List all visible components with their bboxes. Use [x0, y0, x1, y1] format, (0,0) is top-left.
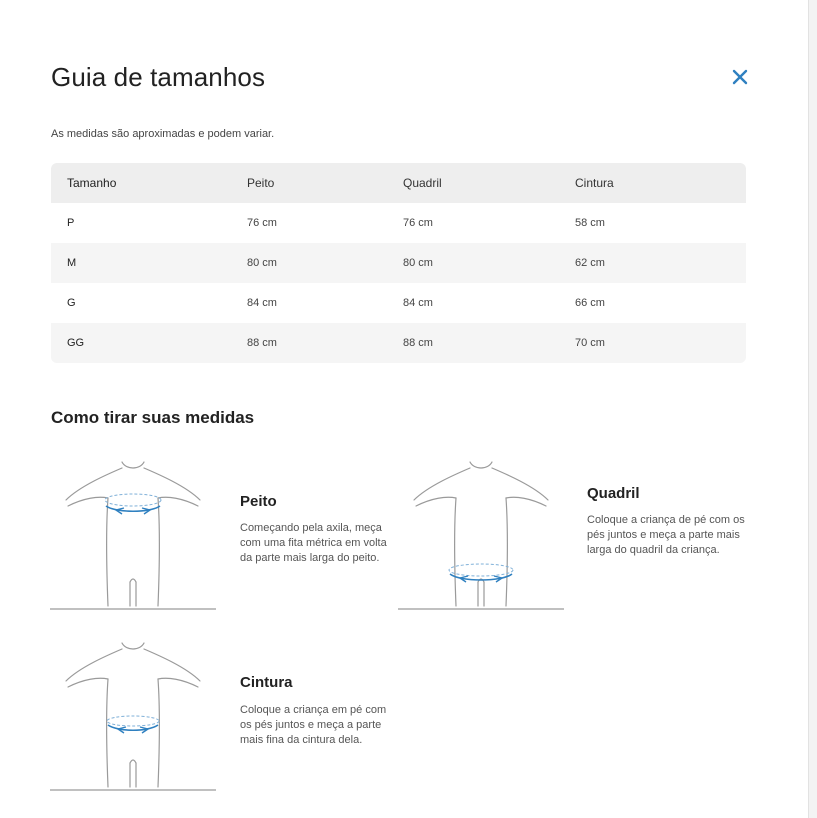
section-title: Como tirar suas medidas [51, 408, 255, 427]
waist-title: Cintura [240, 674, 293, 691]
table-row [51, 203, 746, 243]
chest-measure-illustration [50, 456, 216, 612]
table-row [51, 323, 746, 363]
waist-cell: 62 cm [575, 257, 605, 269]
chest-cell: 88 cm [247, 337, 277, 349]
hip-description: Coloque a criança de pé com os pés juntos e meça a parte mais larga do quadril da criança. [587, 514, 745, 556]
close-icon [729, 66, 751, 88]
waist-cell: 66 cm [575, 297, 605, 309]
size-table [51, 163, 746, 363]
chest-cell: 80 cm [247, 257, 277, 269]
waist-cell: 58 cm [575, 217, 605, 229]
hip-measure-illustration [398, 456, 564, 612]
table-row [51, 243, 746, 283]
hip-cell: 88 cm [403, 337, 433, 349]
table-header-cell: Tamanho [67, 176, 117, 190]
chest-title: Peito [240, 493, 277, 510]
waist-cell: 70 cm [575, 337, 605, 349]
hip-cell: 80 cm [403, 257, 433, 269]
waist-measure-illustration [50, 637, 216, 793]
disclaimer-text: As medidas são aproximadas e podem variar. [51, 128, 275, 140]
waist-description: Coloque a criança em pé com os pés juntos e meça a parte mais fina da cintura dela. [240, 704, 387, 746]
size-cell: GG [67, 337, 85, 349]
hip-cell: 76 cm [403, 217, 433, 229]
table-row [51, 283, 746, 323]
table-header-cell: Quadril [403, 176, 442, 190]
hip-cell: 84 cm [403, 297, 433, 309]
chest-description: Começando pela axila, meça com uma fita métrica em volta da parte mais larga do peito. [240, 522, 387, 564]
size-cell: G [67, 297, 76, 309]
size-cell: P [67, 217, 75, 229]
scrollbar[interactable] [808, 0, 817, 818]
close-button[interactable] [729, 66, 751, 88]
table-header-cell: Peito [247, 176, 275, 190]
chest-cell: 84 cm [247, 297, 277, 309]
table-header-row [51, 163, 746, 203]
modal-title: Guia de tamanhos [51, 62, 266, 92]
hip-title: Quadril [587, 485, 640, 502]
size-cell: M [67, 257, 77, 269]
table-header-cell: Cintura [575, 176, 614, 190]
chest-cell: 76 cm [247, 217, 277, 229]
